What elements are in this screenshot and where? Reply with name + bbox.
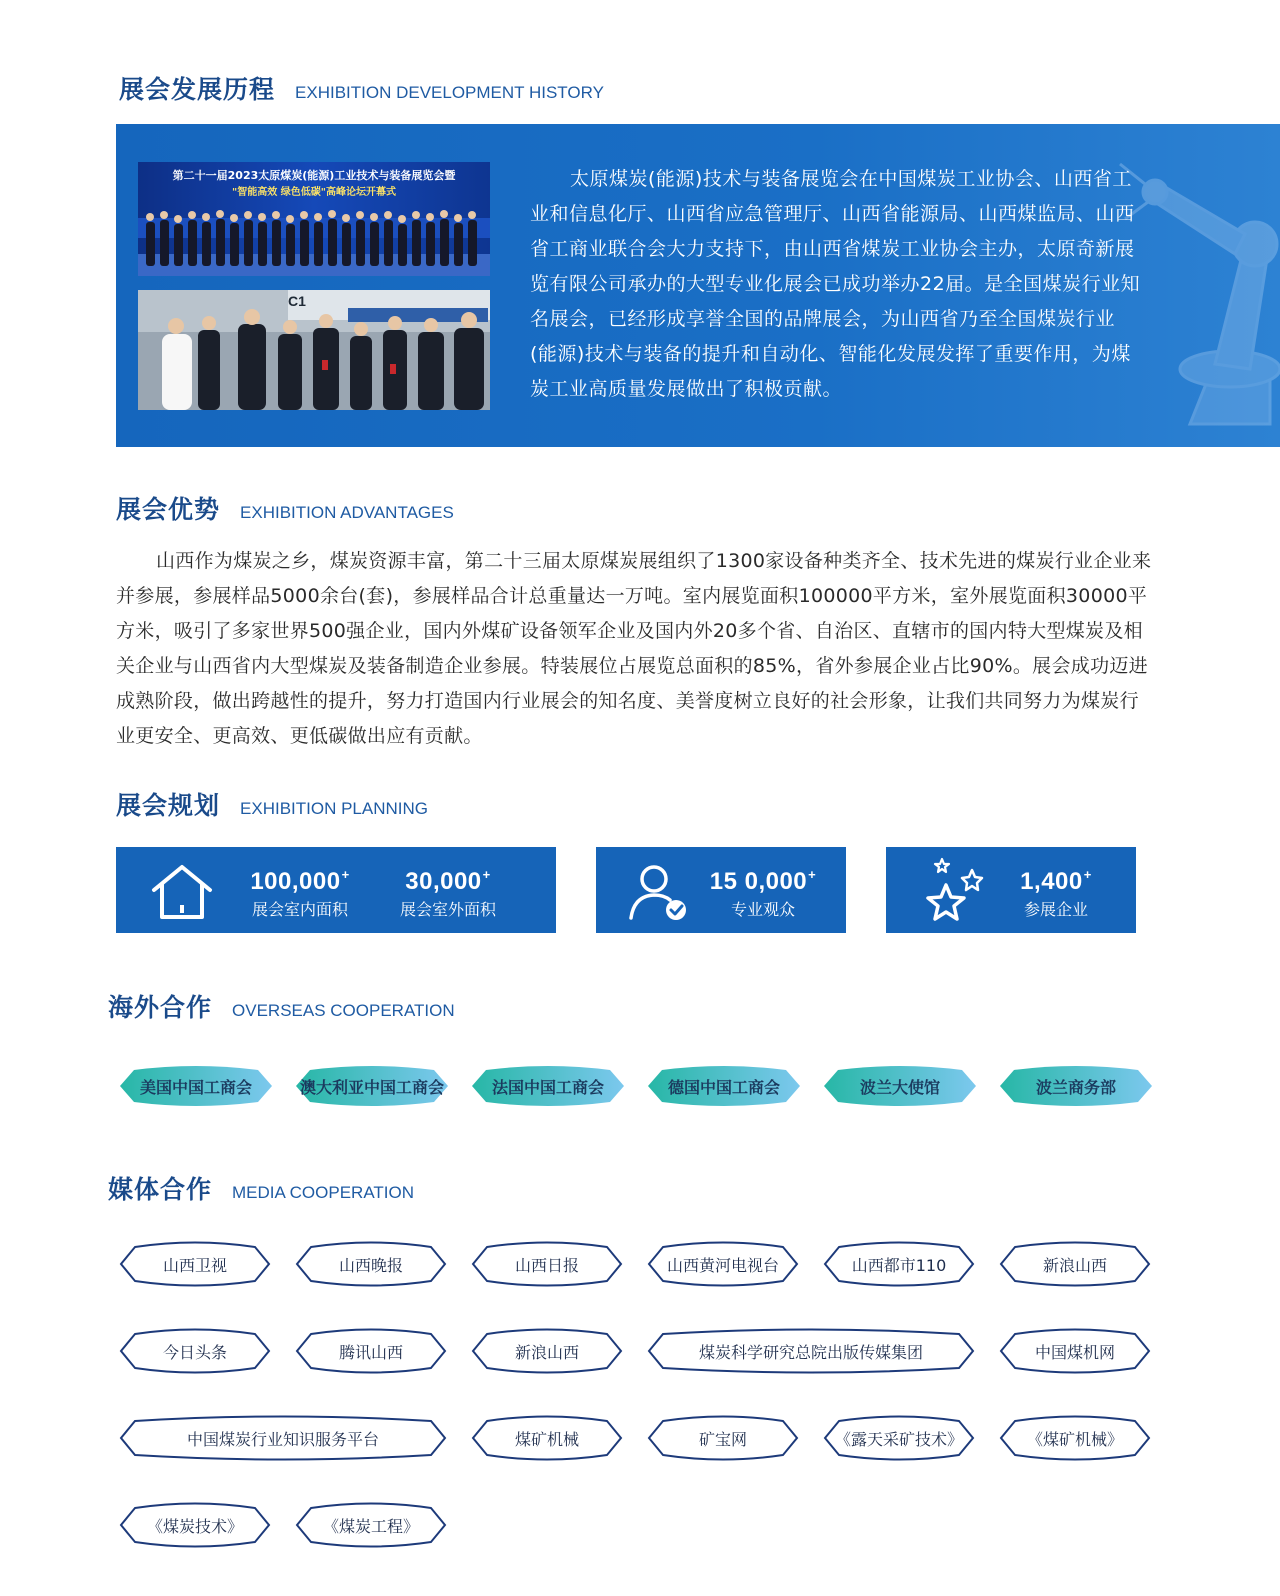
overseas-tag-label: 法国中国工商会 [491, 1077, 604, 1097]
overseas-tag [1000, 1064, 1152, 1108]
stat-indoor-area: 100,000+ 展会室内面积 [244, 867, 356, 920]
media-tag-label: 中国煤机网 [1034, 1342, 1115, 1362]
history-header [119, 70, 604, 106]
stars-icon [920, 857, 990, 927]
media-tag [119, 1326, 271, 1376]
media-tag-label: 山西日报 [514, 1255, 579, 1275]
overseas-tag [648, 1064, 800, 1108]
planning-title-en: EXHIBITION PLANNING [240, 799, 428, 818]
history-description: 太原煤炭(能源)技术与装备展览会在中国煤炭工业协会、山西省工业和信息化厅、山西省应急管理厅、山西省能源局、山西煤监局、山西省工商业联合会大力支持下，由山西省煤炭工业协会主办，太原奇新展览有限公司承办的大型专业化展会已成功举办22届。是全国煤炭行业知名展会，已经形成享誉全国的品牌展会，为山西省乃至全国煤炭行业(能源)技术与装备的提升和自动化、智能化发展发挥了重要作用，为煤炭工业高质量发展做出了积极贡献。 [530, 168, 1141, 400]
media-tag-label: 煤矿机械 [514, 1429, 579, 1449]
media-tag-label: 新浪山西 [1042, 1255, 1107, 1275]
photo2-sign: C1 [288, 293, 306, 309]
overseas-tag-label: 美国中国工商会 [139, 1077, 252, 1097]
stat-box-visitors [596, 847, 846, 933]
stat-visitors-label: 专业观众 [730, 900, 795, 919]
photo1-banner-line1: 第二十一届2023太原煤炭(能源)工业技术与装备展览会暨 [172, 169, 456, 182]
photo1-banner-line2: "智能高效 绿色低碳"高峰论坛开幕式 [232, 187, 396, 198]
advantages-description: 山西作为煤炭之乡，煤炭资源丰富，第二十三届太原煤炭展组织了1300家设备种类齐全、技术先进的煤炭行业企业来并参展，参展样品5000余台(套)，参展样品合计总重量达一万吨。室内展览面积100000平方米，室外展览面积30000平方米，吸引了多家世界500强企业，国内外煤矿设备领军企业及国内外20多个省、自治区、直辖市的国内特大型煤炭及相关企业与山西省内大型煤炭及装备制造企业参展。特装展位占展览总面积的85%，省外参展企业占比90%。展会成功迈进成熟阶段，做出跨越性的提升，努力打造国内行业展会的知名度、美誉度树立良好的社会形象，让我们共同努力为煤炭行业更安全、更高效、更低碳做出应有贡献。 [116, 550, 1152, 747]
advantages-title-zh: 展会优势 [116, 495, 221, 524]
media-tag-label: 山西都市110 [851, 1255, 947, 1275]
stat-exhibitors: 1,400+ 参展企业 [1006, 867, 1106, 920]
media-tag-label: 新浪山西 [514, 1342, 579, 1362]
media-tag-label: 煤炭科学研究总院出版传媒集团 [698, 1342, 923, 1362]
stat-exhibitors-label: 参展企业 [1023, 900, 1088, 919]
media-tag-label: 山西黄河电视台 [666, 1255, 779, 1275]
stat-outdoor-value: 30,000 [405, 868, 482, 895]
media-tag-label: 《煤炭技术》 [146, 1516, 243, 1536]
stat-box-area [116, 847, 556, 933]
media-tag [647, 1326, 975, 1376]
exhibition-visit-photo [138, 290, 490, 410]
overseas-tag [824, 1064, 976, 1108]
media-title-zh: 媒体合作 [108, 1175, 213, 1204]
stat-visitors: 15 0,000+ 专业观众 [709, 867, 817, 919]
media-tag-label: 今日头条 [162, 1342, 227, 1362]
overseas-tag [472, 1064, 624, 1108]
media-tag-label: 《煤炭工程》 [322, 1516, 419, 1536]
planning-header [116, 786, 428, 822]
stat-indoor-value: 100,000 [250, 868, 341, 895]
stat-box-exhibitors [886, 847, 1136, 933]
advantages-header [116, 490, 454, 526]
planning-title-zh: 展会规划 [116, 791, 221, 820]
media-tag [647, 1413, 799, 1463]
media-tag [119, 1239, 271, 1289]
history-title-en: EXHIBITION DEVELOPMENT HISTORY [295, 83, 604, 102]
overseas-tag-label: 德国中国工商会 [667, 1077, 780, 1097]
media-tag [295, 1500, 447, 1550]
overseas-tag-label: 澳大利亚中国工商会 [299, 1077, 444, 1097]
stat-indoor-label: 展会室内面积 [251, 900, 348, 919]
stat-outdoor-label: 展会室外面积 [399, 900, 496, 919]
history-band [116, 124, 1280, 447]
history-title-zh: 展会发展历程 [119, 75, 276, 104]
media-tag [295, 1326, 447, 1376]
media-tag-label: 矿宝网 [698, 1429, 747, 1449]
media-tag-label: 《煤矿机械》 [1026, 1429, 1123, 1449]
overseas-tag-label: 波兰大使馆 [859, 1077, 940, 1097]
media-tag [999, 1326, 1151, 1376]
media-tag [119, 1500, 271, 1550]
opening-ceremony-photo [138, 162, 490, 276]
media-tag [471, 1239, 623, 1289]
house-icon [150, 863, 214, 921]
stat-exhibitors-value: 1,400 [1020, 868, 1083, 895]
overseas-title-zh: 海外合作 [108, 993, 213, 1022]
overseas-header [108, 988, 455, 1024]
media-tag [471, 1413, 623, 1463]
media-tag [471, 1326, 623, 1376]
advantages-title-en: EXHIBITION ADVANTAGES [240, 503, 454, 522]
media-tag [647, 1239, 799, 1289]
overseas-tag [120, 1064, 272, 1108]
media-tag-label: 中国煤炭行业知识服务平台 [186, 1429, 379, 1449]
media-tag [823, 1239, 975, 1289]
media-tag-label: 山西晚报 [338, 1255, 403, 1275]
overseas-title-en: OVERSEAS COOPERATION [232, 1001, 455, 1020]
media-tag-label: 《露天采矿技术》 [834, 1429, 963, 1449]
media-tag [999, 1239, 1151, 1289]
media-header [108, 1170, 414, 1206]
overseas-tag [296, 1064, 448, 1108]
media-tag-label: 山西卫视 [162, 1255, 227, 1275]
media-tag [999, 1413, 1151, 1463]
media-title-en: MEDIA COOPERATION [232, 1183, 415, 1202]
media-tag [295, 1239, 447, 1289]
user-check-icon [626, 863, 692, 923]
media-tag-label: 腾讯山西 [338, 1342, 403, 1362]
stat-outdoor-area: 30,000+ 展会室外面积 [392, 867, 504, 920]
media-tag [823, 1413, 975, 1463]
overseas-tag-label: 波兰商务部 [1035, 1077, 1116, 1097]
media-tag [119, 1413, 447, 1463]
stat-visitors-value: 15 0,000 [709, 868, 808, 895]
